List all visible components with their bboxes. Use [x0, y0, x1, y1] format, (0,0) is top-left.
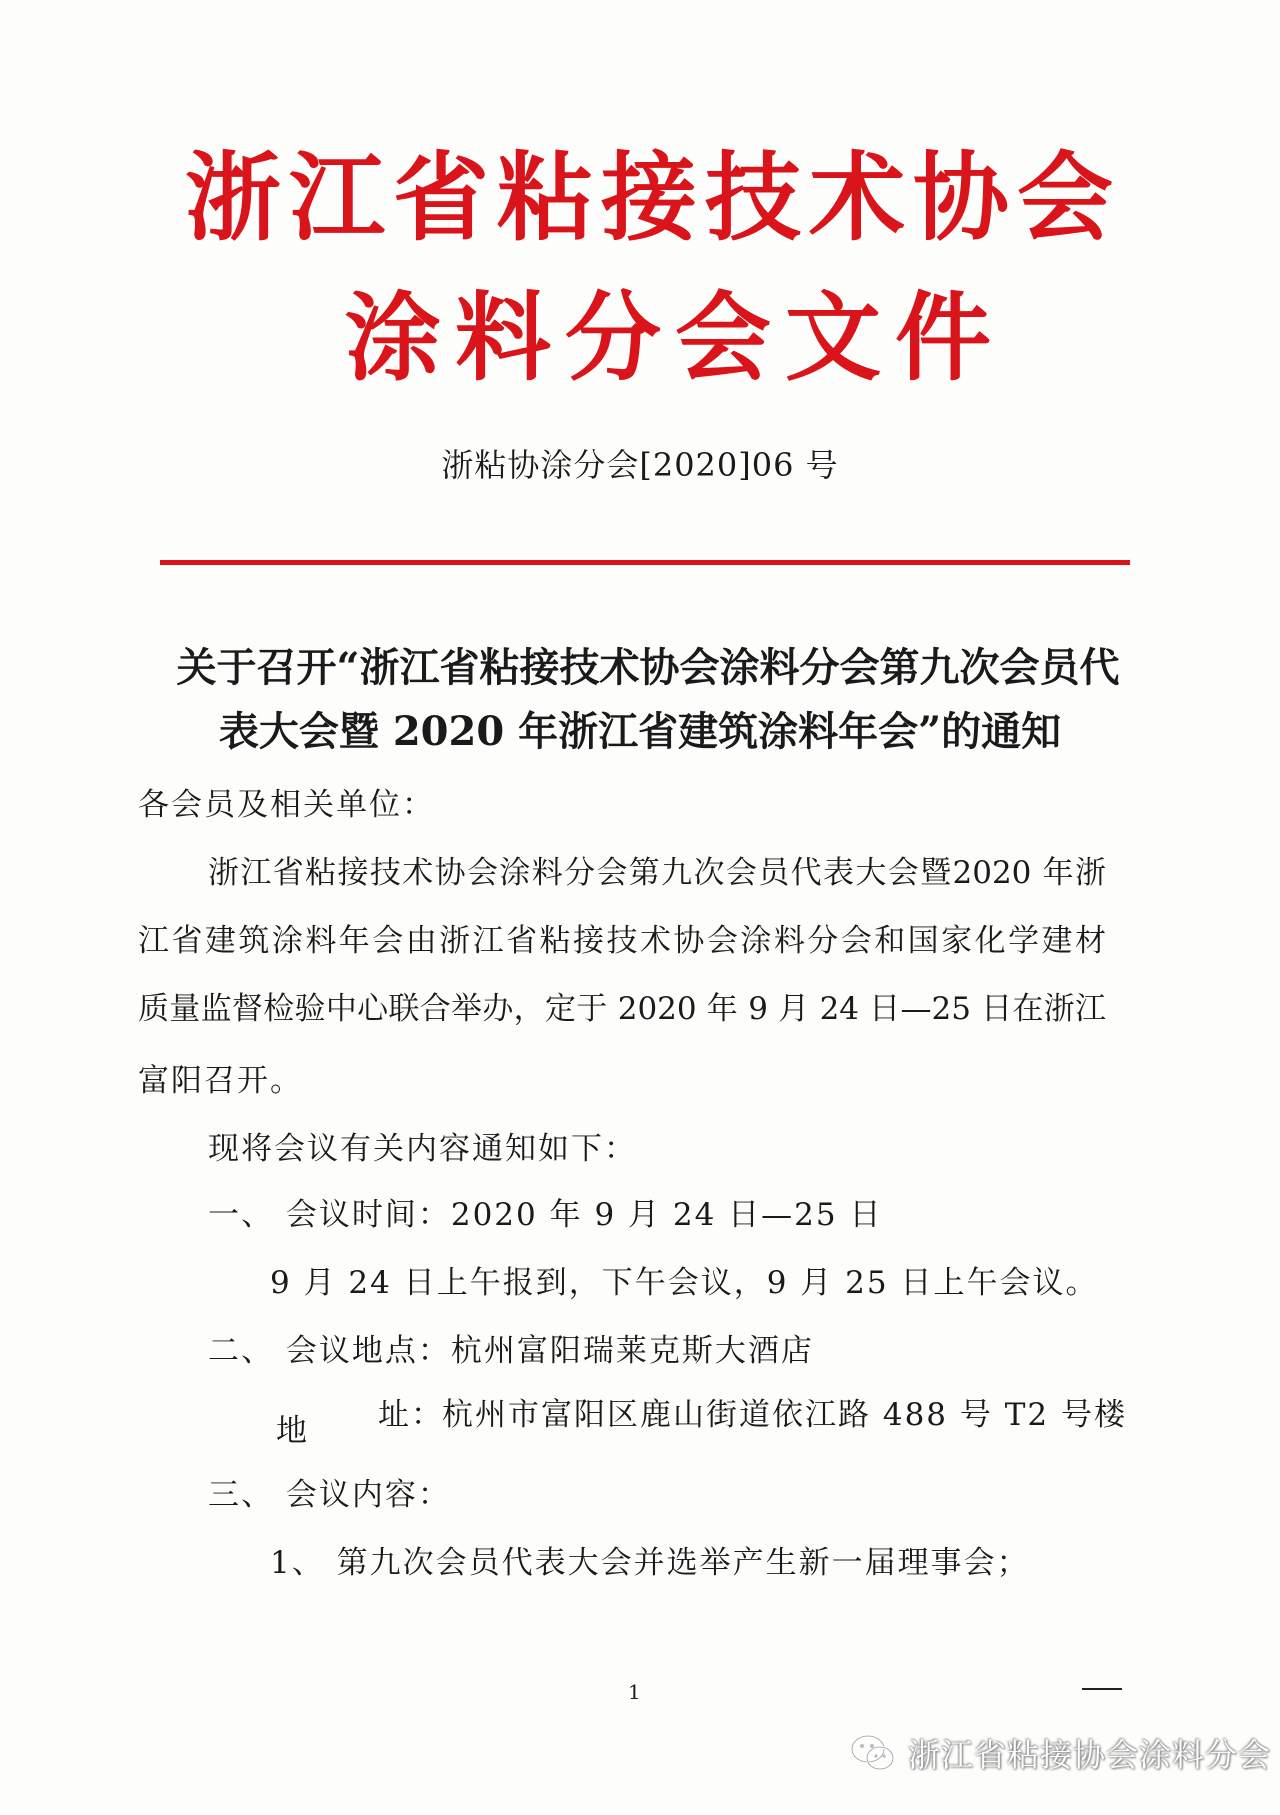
item1-detail: 9 月 24 日上午报到，下午会议，9 月 25 日上午会议。 — [270, 1265, 1099, 1301]
org-title-line1: 浙江省粘接技术协会 — [185, 142, 1121, 254]
body-line-1: 浙江省粘接技术协会涂料分会第九次会员代表大会暨2020 年浙 — [208, 855, 1106, 891]
body-line-4: 富阳召开。 — [138, 1063, 303, 1099]
notice-title-line1: 关于召开“浙江省粘接技术协会涂料分会第九次会员代 — [176, 644, 1120, 691]
item2-heading: 二、 会议地点：杭州富阳瑞莱克斯大酒店 — [208, 1333, 814, 1369]
body-line-3: 质量监督检验中心联合举办，定于 2020 年 9 月 24 日—25 日在浙江 — [138, 991, 1106, 1027]
page-dash — [1082, 1688, 1122, 1690]
salutation: 各会员及相关单位： — [138, 787, 435, 823]
notice-title-line2: 表大会暨 2020 年浙江省建筑涂料年会”的通知 — [218, 708, 1062, 755]
wechat-icon — [850, 1733, 896, 1773]
body-line-2: 江省建筑涂料年会由浙江省粘接技术协会涂料分会和国家化学建材 — [138, 923, 1106, 959]
doc-number: 浙粘协涂分会[2020]06 号 — [441, 446, 839, 484]
watermark-text: 浙江省粘接协会涂料分会 — [908, 1736, 1272, 1774]
item3-sub1: 1、 第九次会员代表大会并选举产生新一届理事会； — [270, 1545, 1030, 1581]
address-label-part2: 址： — [378, 1397, 444, 1433]
wechat-watermark — [850, 1730, 1271, 1776]
intro-text: 现将会议有关内容通知如下： — [208, 1131, 637, 1167]
item1-heading: 一、 会议时间：2020 年 9 月 24 日—25 日 — [208, 1197, 883, 1233]
item3-heading: 三、 会议内容： — [208, 1477, 451, 1513]
page-number: 1 — [628, 1680, 641, 1704]
org-title-line2: 涂料分会文件 — [345, 282, 1005, 394]
address-value: 杭州市富阳区鹿山街道依江路 488 号 T2 号楼 — [442, 1397, 1127, 1433]
red-divider — [160, 560, 1130, 565]
address-label-part1: 地 — [276, 1413, 309, 1449]
